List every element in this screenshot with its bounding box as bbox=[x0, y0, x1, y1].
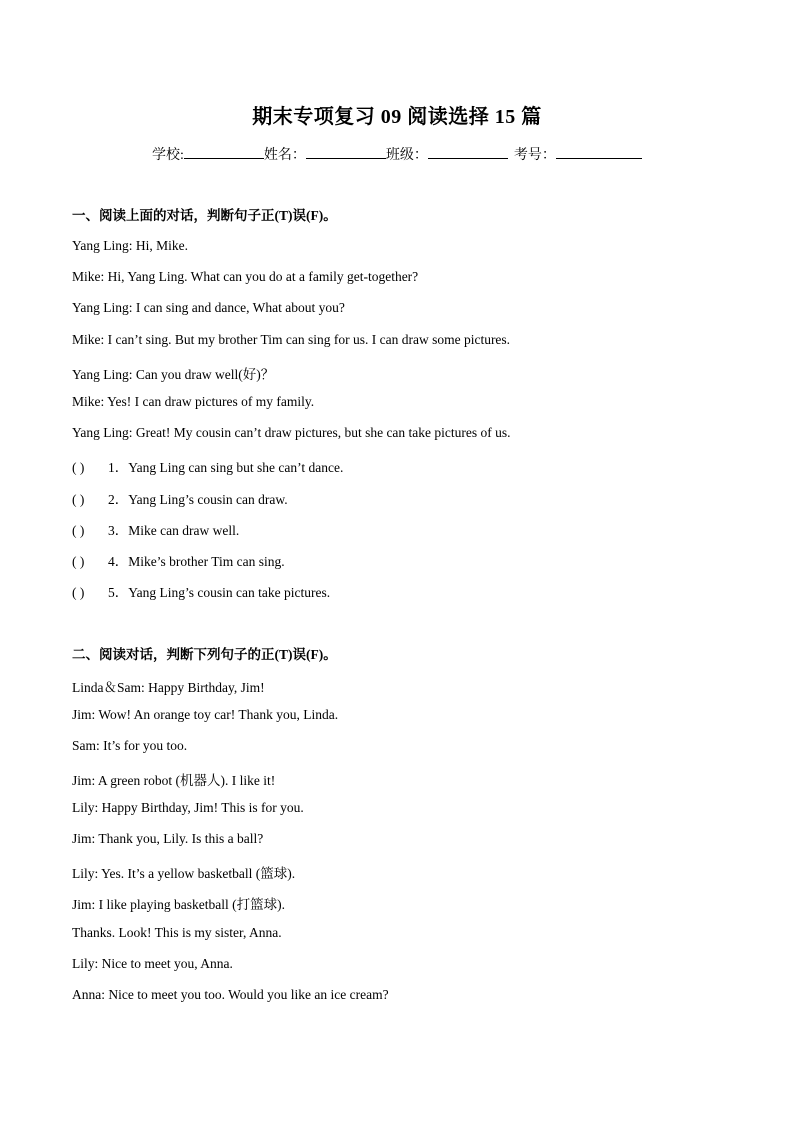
section1-question bbox=[72, 550, 285, 570]
section1-dialogue-line: Mike: Yes! I can draw pictures of my family. bbox=[72, 394, 315, 409]
question-text: 5．Yang Ling’s cousin can take pictures. bbox=[108, 585, 331, 600]
section1-dialogue-line: Yang Ling: I can sing and dance, What about you? bbox=[72, 300, 345, 315]
section2-dialogue-line: Jim: I like playing basketball (打篮球). bbox=[72, 897, 285, 912]
section1-question bbox=[72, 519, 239, 539]
section1-question bbox=[72, 488, 288, 508]
answer-paren[interactable]: ( ) bbox=[72, 492, 85, 507]
section1-question bbox=[72, 581, 330, 601]
school-blank[interactable] bbox=[184, 144, 264, 159]
section1-dialogue-line: Yang Ling: Hi, Mike. bbox=[72, 238, 189, 253]
question-text: 4．Mike’s brother Tim can sing. bbox=[108, 554, 285, 569]
name-blank[interactable] bbox=[306, 144, 386, 159]
question-text: 2．Yang Ling’s cousin can draw. bbox=[108, 492, 288, 507]
section2-dialogue-line: Lily: Yes. It’s a yellow basketball (篮球). bbox=[72, 866, 296, 881]
exam-no-label: 考号： bbox=[513, 148, 556, 163]
section2-dialogue-line: Linda＆Sam: Happy Birthday, Jim! bbox=[72, 680, 265, 695]
question-text: 1．Yang Ling can sing but she can’t dance. bbox=[108, 460, 344, 475]
section1-question bbox=[72, 456, 343, 476]
exam-no-blank[interactable] bbox=[556, 144, 642, 159]
section2-dialogue-line: Jim: A green robot (机器人). I like it! bbox=[72, 773, 276, 788]
section1-heading: 一、阅读上面的对话，判断句子正(T)误(F)。 bbox=[72, 208, 337, 223]
section2-dialogue-line: Anna: Nice to meet you too. Would you like an ice cream? bbox=[72, 987, 389, 1002]
section2-dialogue-line: Sam: It’s for you too. bbox=[72, 738, 188, 753]
section2-heading: 二、阅读对话，判断下列句子的正(T)误(F)。 bbox=[72, 647, 337, 662]
section1-dialogue-line: Yang Ling: Great! My cousin can’t draw pictures, but she can take pictures of us. bbox=[72, 425, 511, 440]
section2-dialogue-line: Jim: Thank you, Lily. Is this a ball? bbox=[72, 831, 264, 846]
answer-paren[interactable]: ( ) bbox=[72, 585, 85, 600]
page-title: 期末专项复习 09 阅读选择 15 篇 bbox=[252, 106, 542, 128]
question-text: 3．Mike can draw well. bbox=[108, 523, 240, 538]
school-label: 学校: bbox=[152, 148, 184, 163]
student-info-line bbox=[152, 144, 642, 164]
class-blank[interactable] bbox=[428, 144, 508, 159]
answer-paren[interactable]: ( ) bbox=[72, 554, 85, 569]
answer-paren[interactable]: ( ) bbox=[72, 460, 85, 475]
section2-dialogue-line: Lily: Happy Birthday, Jim! This is for you. bbox=[72, 800, 304, 815]
section2-dialogue-line: Lily: Nice to meet you, Anna. bbox=[72, 956, 233, 971]
section2-dialogue-line: Jim: Wow! An orange toy car! Thank you, Linda. bbox=[72, 707, 339, 722]
section1-dialogue-line: Yang Ling: Can you draw well(好)？ bbox=[72, 367, 275, 382]
answer-paren[interactable]: ( ) bbox=[72, 523, 85, 538]
section2-dialogue-line: Thanks. Look! This is my sister, Anna. bbox=[72, 925, 282, 940]
name-label: 姓名： bbox=[263, 148, 306, 163]
section1-dialogue-line: Mike: I can’t sing. But my brother Tim can sing for us. I can draw some pictures. bbox=[72, 332, 511, 347]
section1-dialogue-line: Mike: Hi, Yang Ling. What can you do at a family get-together? bbox=[72, 269, 419, 284]
class-label: 班级： bbox=[385, 148, 428, 163]
